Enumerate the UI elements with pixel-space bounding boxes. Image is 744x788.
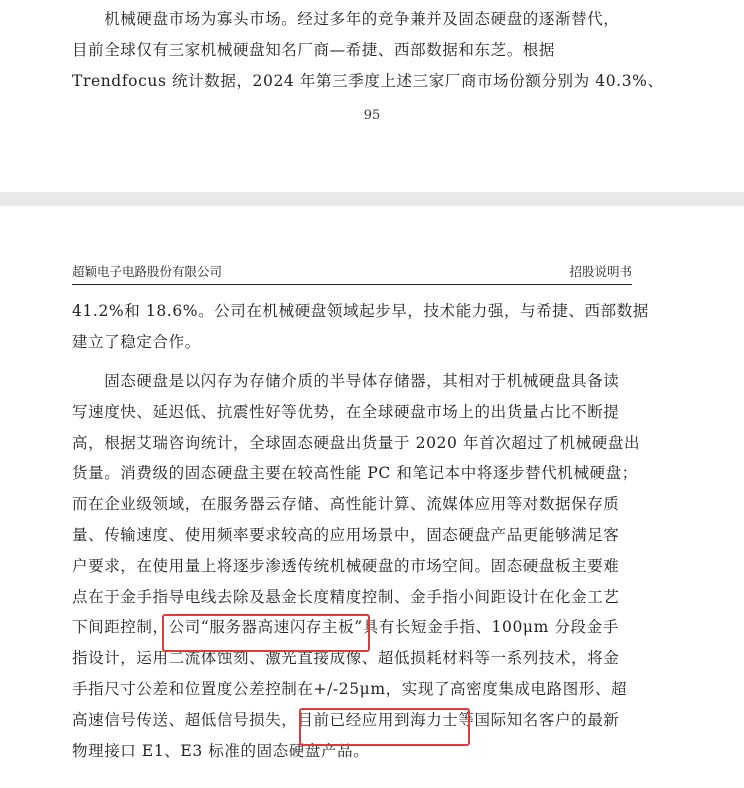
text-line: 建立了稳定合作。	[72, 332, 201, 351]
text-line: 货量。消费级的固态硬盘主要在较高性能 PC 和笔记本中将逐步替代机械硬盘；	[72, 464, 638, 483]
page-number: 95	[363, 108, 381, 123]
text-line: 41.2%和 18.6%。公司在机械硬盘领域起步早，技术能力强，与希捷、西部数据	[72, 302, 649, 320]
text-line: 户要求，在使用量上将逐步渗透传统机械硬盘的市场空间。固态硬盘板主要难	[72, 556, 620, 575]
header-rule	[72, 284, 632, 285]
ssd-paragraph	[72, 366, 641, 766]
highlight-box-product	[162, 614, 370, 652]
text-line: 下间距控制，公司“服务器高速闪存主板”具有长短金手指、100μm 分段金手	[72, 618, 619, 637]
text-line: 固态硬盘是以闪存为存储介质的半导体存储器，其相对于机械硬盘具备读	[72, 372, 620, 390]
previous-page-paragraph	[72, 4, 664, 96]
text-line: 目前全球仅有三家机械硬盘知名厂商—希捷、西部数据和东芝。根据	[72, 40, 556, 59]
header-doc-type: 招股说明书	[569, 264, 632, 279]
header-company: 超颖电子电路股份有限公司	[72, 264, 223, 279]
text-line: 写速度快、延迟低、抗震性好等优势，在全球硬盘市场上的出货量占比不断提	[72, 402, 620, 421]
highlight-box-customer	[299, 708, 470, 746]
text-line: 高，根据艾瑞咨询统计，全球固态硬盘出货量于 2020 年首次超过了机械硬盘出	[72, 433, 641, 452]
page-separator	[0, 192, 744, 206]
text-line: 点在于金手指导电线去除及悬金长度精度控制、金手指小间距设计在化金工艺	[72, 587, 620, 606]
continuation-paragraph	[72, 296, 649, 358]
text-line: Trendfocus 统计数据，2024 年第三季度上述三家厂商市场份额分别为 40.3%、	[72, 71, 664, 90]
text-line: 而在企业级领域，在服务器云存储、高性能计算、流媒体应用等对数据保存质	[72, 495, 620, 514]
page-header	[72, 262, 632, 282]
text-line: 高速信号传送、超低信号损失，目前已经应用到海力士等国际知名客户的最新	[72, 710, 620, 729]
text-line: 机械硬盘市场为寡头市场。经过多年的竞争兼并及固态硬盘的逐渐替代，	[72, 10, 620, 28]
text-line: 指设计，运用二流体蚀刻、激光直接成像、超低损耗材料等一系列技术，将金	[72, 649, 620, 668]
text-line: 量、传输速度、使用频率要求较高的应用场景中，固态硬盘产品更能够满足客	[72, 525, 620, 544]
text-line: 手指尺寸公差和位置度公差控制在+/-25μm，实现了高密度集成电路图形、超	[72, 679, 628, 698]
text-line: 物理接口 E1、E3 标准的固态硬盘产品。	[72, 741, 370, 760]
